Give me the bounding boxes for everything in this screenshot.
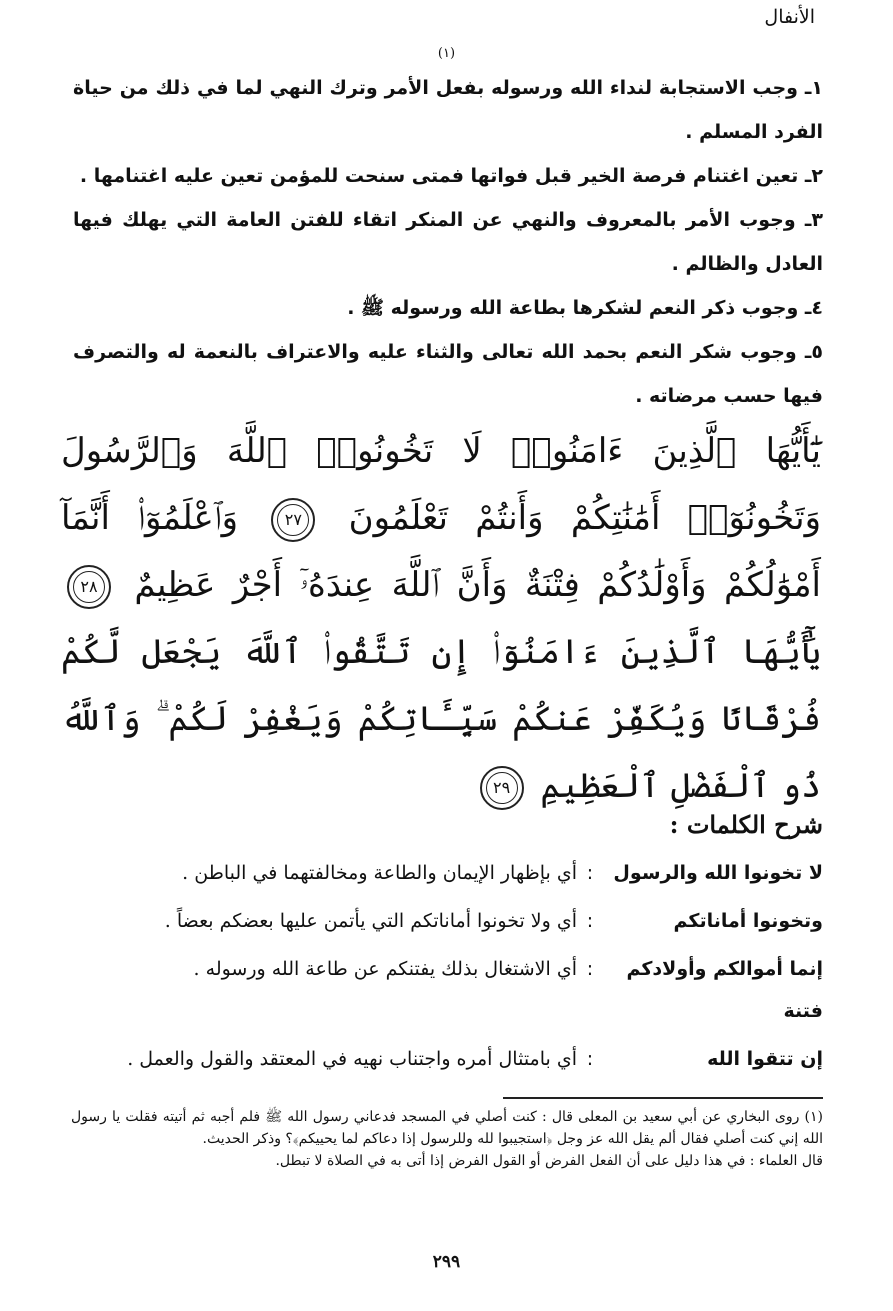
lesson-item: ٣ـ وجوب الأمر بالمعروف والنهي عن المنكر اتقاء للفتن العامة التي يهلك فيها العادل والظالم . (73, 209, 823, 275)
glossary-definition: أي الاشتغال بذلك يفتنكم عن طاعة الله ورسوله . (193, 958, 577, 980)
footnote-marker: (١) (437, 46, 456, 61)
glossary-row (71, 1038, 823, 1080)
verse-end-marker: ٢٨ (67, 565, 111, 609)
quran-verses (61, 418, 821, 820)
glossary-definition: أي بإظهار الإيمان والطاعة ومخالفتهما في الباطن . (182, 862, 577, 884)
glossary-term: لا تخونوا الله والرسول (613, 862, 823, 884)
lesson-item: ٥ـ وجوب شكر النعم بحمد الله تعالى والثناء عليه والاعتراف بالنعمة له والتصرف فيها حسب مرضاته . (73, 341, 823, 407)
verse-end-marker: ٢٩ (480, 766, 524, 810)
footnote-line: (١) روى البخاري عن أبي سعيد بن المعلى قال : كنت أصلي في المسجد فدعاني رسول الله ﷺ فلم أجبه ثم أتيته فقلت يا رسول الله إني كنت أصلي فقال ألم يقل الله عز وجل ﴿استجيبوا لله وللرسول إذا دعاكم لما يحييكم﴾؟ وذكر الحديث. (71, 1109, 823, 1147)
footnote-line: قال العلماء : في هذا دليل على أن الفعل الفرض أو القول الفرض إذا أتى به في الصلاة لا تبطل. (275, 1153, 823, 1169)
glossary-term: إن تتقوا الله (707, 1048, 823, 1070)
glossary-row (71, 852, 823, 894)
verse-end-marker: ٢٧ (271, 498, 315, 542)
glossary-separator: : (586, 1048, 594, 1070)
verse-text: يَٰٓأَيُّهَا ٱلَّذِينَ ءَامَنُوا۟ لَا تَخُونُوا۟ ٱللَّهَ وَٱلرَّسُولَ وَتَخُونُوٓا۟ أَمَٰنَٰتِكُمْ وَأَنتُمْ تَعْلَمُونَ (61, 431, 821, 538)
lesson-item: ٢ـ تعين اغتنام فرصة الخير قبل فواتها فمتى سنحت للمؤمن تعين عليه اغتنامها . (79, 165, 823, 187)
running-title: الأنفال (764, 6, 815, 28)
lesson-item: ١ـ وجب الاستجابة لنداء الله ورسوله بفعل الأمر وترك النهي لما في ذلك من حياة الفرد المسلم . (73, 77, 823, 143)
glossary-definition: أي بامتثال أمره واجتناب نهيه في المعتقد والقول والعمل . (127, 1048, 577, 1070)
glossary-list (71, 852, 823, 1086)
glossary-row (71, 900, 823, 942)
verse-text: يَٰٓأَيُّهَا ٱلَّذِينَ ءَامَنُوٓا۟ إِن تَتَّقُوا۟ ٱللَّهَ يَجْعَل لَّكُمْ فُرْقَانًا وَيُكَفِّرْ عَنكُمْ سَيِّـَٔاتِكُمْ وَيَغْفِرْ لَكُمْ ۗ وَٱللَّهُ ذُو ٱلْفَضْلِ ٱلْعَظِيمِ (61, 632, 821, 806)
glossary-term: إنما أموالكم وأولادكم فتنة (626, 958, 823, 1022)
glossary-term: وتخونوا أماناتكم (673, 910, 823, 932)
glossary-separator: : (586, 958, 594, 980)
footnote-divider (503, 1097, 823, 1099)
lessons-list (73, 66, 823, 418)
page-number: ٢٩٩ (432, 1252, 461, 1272)
glossary-definition: أي ولا تخونوا أماناتكم التي يأتمن عليها بعضكم بعضاً . (164, 910, 577, 932)
verse-text: وَٱعْلَمُوٓا۟ أَنَّمَآ أَمْوَٰلُكُمْ وَأَوْلَٰدُكُمْ فِتْنَةٌ وَأَنَّ ٱللَّهَ عِندَهُۥٓ أَجْرٌ عَظِيمٌ (61, 498, 821, 605)
glossary-separator: : (586, 910, 594, 932)
glossary-row (71, 948, 823, 1032)
glossary-separator: : (586, 862, 594, 884)
glossary-title: شرح الكلمات : (669, 810, 823, 839)
lesson-item: ٤ـ وجوب ذكر النعم لشكرها بطاعة الله ورسوله ﷺ . (347, 297, 823, 319)
footnote (71, 1106, 823, 1172)
